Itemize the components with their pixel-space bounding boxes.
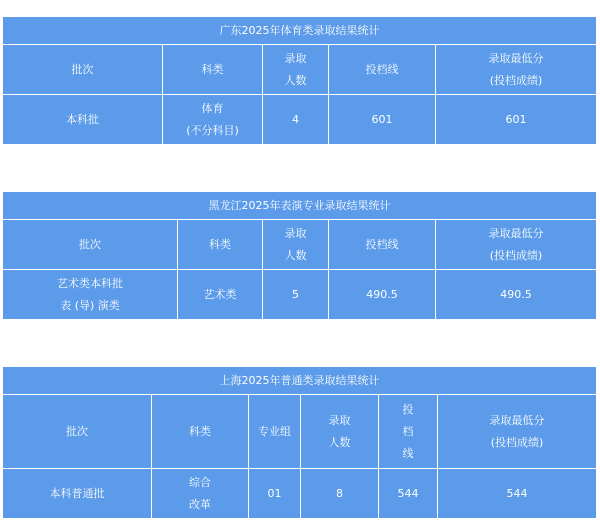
cell-admit-count: 5 (263, 270, 329, 320)
cell-admit-count: 8 (301, 469, 379, 519)
cell-min-score: 490.5 (436, 270, 597, 320)
header-min-score: 录取最低分 (投档成绩) (436, 220, 597, 270)
cell-category: 体育 (不分科目) (163, 95, 263, 145)
cell-major-group: 01 (249, 469, 301, 519)
cell-cutoff-line: 544 (379, 469, 438, 519)
header-batch: 批次 (3, 395, 152, 469)
header-cutoff-line: 投档线 (329, 45, 436, 95)
cell-category: 综合 改革 (152, 469, 249, 519)
table-row (3, 469, 597, 519)
cell-cutoff-line: 490.5 (329, 270, 436, 320)
table-title: 上海2025年普通类录取结果统计 (3, 367, 597, 395)
table-row (3, 270, 597, 320)
table-title: 黑龙江2025年表演专业录取结果统计 (3, 192, 597, 220)
header-cutoff-line: 投 档 线 (379, 395, 438, 469)
cell-cutoff-line: 601 (329, 95, 436, 145)
cell-batch: 艺术类本科批 表 (导) 演类 (3, 270, 178, 320)
guangdong-results-table (2, 16, 597, 145)
header-min-score: 录取最低分 (投档成绩) (438, 395, 597, 469)
cell-min-score: 544 (438, 469, 597, 519)
header-admit-count: 录取 人数 (263, 45, 329, 95)
header-batch: 批次 (3, 45, 163, 95)
shanghai-results-table (2, 366, 597, 519)
cell-admit-count: 4 (263, 95, 329, 145)
header-category: 科类 (178, 220, 263, 270)
cell-category: 艺术类 (178, 270, 263, 320)
header-cutoff-line: 投档线 (329, 220, 436, 270)
header-category: 科类 (152, 395, 249, 469)
header-admit-count: 录取 人数 (301, 395, 379, 469)
header-category: 科类 (163, 45, 263, 95)
cell-batch: 本科批 (3, 95, 163, 145)
header-admit-count: 录取 人数 (263, 220, 329, 270)
cell-batch: 本科普通批 (3, 469, 152, 519)
cell-min-score: 601 (436, 95, 597, 145)
header-min-score: 录取最低分 (投档成绩) (436, 45, 597, 95)
table-row (3, 95, 597, 145)
header-batch: 批次 (3, 220, 178, 270)
header-major-group: 专业组 (249, 395, 301, 469)
table-title: 广东2025年体育类录取结果统计 (3, 17, 597, 45)
heilongjiang-results-table (2, 191, 597, 320)
